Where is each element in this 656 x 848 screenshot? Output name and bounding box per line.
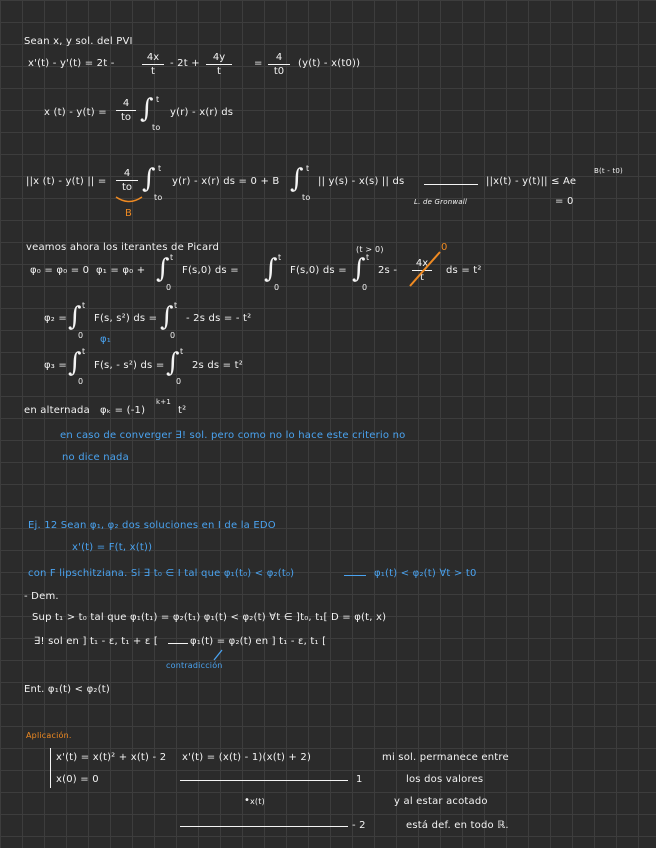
- label-one: 1: [356, 774, 363, 785]
- lower-limit: 0: [170, 331, 176, 340]
- lower-limit: 0: [176, 377, 182, 386]
- integral-sign: ∫: [160, 302, 174, 332]
- eq-riccati: x'(t) = x(t)² + x(t) - 2: [56, 752, 167, 763]
- eq-initial-condition: x(0) = 0: [56, 774, 99, 785]
- label-minus-two: - 2: [352, 820, 366, 831]
- exercise-thesis: φ₁(t) < φ₂(t) ∀t > t0: [374, 568, 477, 579]
- eq-norm-integrand: || y(s) - x(s) || ds: [318, 176, 405, 187]
- lower-limit: 0: [274, 283, 280, 292]
- fraction-4-t0: [268, 52, 290, 77]
- upper-limit: t: [278, 253, 282, 262]
- upper-limit: t: [366, 253, 370, 262]
- eq-norm-difference: ||x (t) - y(t) || =: [26, 176, 107, 187]
- proof-unique-solution: ∃! sol en ] t₁ - ε, t₁ + ε [: [34, 636, 158, 647]
- integral-sign: ∫: [68, 348, 82, 378]
- eq-equals: =: [254, 58, 263, 69]
- arrow-line: [424, 184, 478, 185]
- eq-phik: φₖ = (-1): [100, 405, 146, 416]
- system-brace: [50, 748, 51, 788]
- line-sean-xy: Sean x, y sol. del PVI: [24, 36, 133, 47]
- eq-equals-zero: = 0: [555, 196, 574, 207]
- eq-integrand-bound: y(r) - x(r) ds = 0 + B: [172, 176, 280, 187]
- point-marker: •: [244, 795, 251, 806]
- label-B: B: [125, 208, 133, 219]
- integral-sign: ∫: [290, 164, 304, 194]
- lower-limit: to: [154, 193, 163, 202]
- integral-sign: ∫: [140, 94, 154, 124]
- denominator: t: [151, 66, 155, 77]
- upper-limit: t: [158, 164, 162, 173]
- note-permanece: mi sol. permanece entre: [382, 752, 509, 763]
- eq-phi3: φ₃ =: [44, 360, 67, 371]
- lower-limit: to: [152, 123, 161, 132]
- exponent: B(t - t0): [594, 167, 623, 175]
- eq-y-minus-x: (y(t) - x(t0)): [298, 58, 361, 69]
- eq-phi2: φ₂ =: [44, 313, 67, 324]
- numerator: 4: [275, 52, 283, 63]
- eq-minus-2t: - 2t +: [170, 58, 200, 69]
- denominator: to: [121, 182, 133, 193]
- numerator: 4: [123, 168, 131, 179]
- upper-limit: t: [306, 164, 310, 173]
- integral-sign: ∫: [352, 254, 366, 284]
- fraction-4-to-norm: [116, 168, 138, 193]
- eq-factored: x'(t) = (x(t) - 1)(x(t) + 2): [182, 752, 312, 763]
- eq-F-s-minus-s2: F(s, - s²) ds =: [94, 360, 165, 371]
- note-acotado: y al estar acotado: [394, 796, 488, 807]
- note-converger: en caso de converger ∃! sol. pero como no lo hace este criterio no: [60, 430, 406, 441]
- eq-t2: t²: [178, 405, 187, 416]
- integral-sign: ∫: [142, 164, 156, 194]
- implication-arrow: [168, 643, 188, 644]
- eq-gronwall-bound: ||x(t) - y(t)|| ≤ Ae: [486, 176, 577, 187]
- line-equilibrium-2: [180, 826, 348, 827]
- eq-x-minus-y: x (t) - y(t) =: [44, 107, 107, 118]
- upper-limit: t: [156, 95, 160, 104]
- label-dem: - Dem.: [24, 591, 59, 602]
- fraction-4-to: [116, 98, 136, 123]
- eq-phi1: φ₁ = φ₀ +: [96, 265, 146, 276]
- upper-limit: t: [170, 253, 174, 262]
- lower-limit: to: [302, 193, 311, 202]
- label-contradiccion: contradicción: [166, 661, 223, 670]
- denominator: to: [120, 112, 132, 123]
- lower-limit: 0: [78, 331, 84, 340]
- eq-result-t2: ds = t²: [446, 265, 482, 276]
- note-dice-nada: no dice nada: [62, 452, 129, 463]
- proof-equal-interval: φ₁(t) = φ₂(t) en ] t₁ - ε, t₁ [: [190, 636, 327, 647]
- orange-brace: [114, 196, 144, 206]
- heading-aplicacion: Aplicación.: [26, 731, 72, 740]
- lower-limit: 0: [166, 283, 172, 292]
- label-phi1: φ₁: [100, 334, 112, 345]
- line-equilibrium-1: [180, 780, 348, 781]
- eq-phi0: φ₀ = φ₀ = 0: [30, 265, 90, 276]
- eq-F-s-s2: F(s, s²) ds =: [94, 313, 158, 324]
- numerator: 4x: [415, 258, 429, 269]
- integral-sign: ∫: [68, 302, 82, 332]
- eq-F-s0-again: F(s,0) ds =: [290, 265, 347, 276]
- lower-limit: 0: [78, 377, 84, 386]
- eq-minus-2s: - 2s ds = - t²: [186, 313, 252, 324]
- upper-limit: t: [82, 347, 86, 356]
- denominator: t: [217, 66, 221, 77]
- orange-strike: [406, 248, 446, 288]
- eq-2s: 2s ds = t²: [192, 360, 243, 371]
- denominator: t0: [273, 66, 285, 77]
- label-xt: x(t): [250, 797, 265, 806]
- integral-sign: ∫: [166, 348, 180, 378]
- exercise-hypothesis: con F lipschitziana. Si ∃ t₀ ∈ I tal que φ₁(t₀) < φ₂(t₀): [28, 568, 295, 579]
- integral-sign: ∫: [156, 254, 170, 284]
- exponent-k1: k+1: [156, 398, 171, 406]
- proof-suppose: Sup t₁ > t₀ tal que φ₁(t₁) = φ₂(t₁) φ₁(t) < φ₂(t) ∀t ∈ ]t₀, t₁[ D = φ(t, x): [32, 612, 387, 623]
- note-dos-valores: los dos valores: [406, 774, 484, 785]
- fraction-4y-t: [206, 52, 232, 77]
- numerator: 4x: [146, 52, 160, 63]
- eq-F-s0: F(s,0) ds =: [182, 265, 239, 276]
- exercise-edo: x'(t) = F(t, x(t)): [72, 542, 153, 553]
- upper-limit: t: [180, 347, 184, 356]
- label-gronwall: L. de Gronwall: [414, 198, 468, 206]
- integral-sign: ∫: [264, 254, 278, 284]
- implication-arrow: [344, 575, 366, 576]
- upper-limit: t: [174, 301, 178, 310]
- upper-limit: t: [82, 301, 86, 310]
- proof-conclusion: Ent. φ₁(t) < φ₂(t): [24, 684, 110, 695]
- fraction-4x-t: [142, 52, 164, 77]
- label-zero: 0: [441, 242, 448, 253]
- eq-2s-minus: 2s -: [378, 265, 398, 276]
- exercise-title: Ej. 12 Sean φ₁, φ₂ dos soluciones en I de la EDO: [28, 520, 276, 531]
- eq-integrand: y(r) - x(r) ds: [170, 107, 234, 118]
- denominator: t: [420, 272, 424, 283]
- note-definida: está def. en todo ℝ.: [406, 820, 509, 831]
- label-t-positive: (t > 0): [356, 245, 384, 254]
- label-alternada: en alternada: [24, 405, 90, 416]
- heading-picard: veamos ahora los iterantes de Picard: [26, 242, 220, 253]
- lower-limit: 0: [362, 283, 368, 292]
- numerator: 4: [122, 98, 130, 109]
- eq-derivative-difference: x'(t) - y'(t) = 2t -: [28, 58, 115, 69]
- numerator: 4y: [212, 52, 226, 63]
